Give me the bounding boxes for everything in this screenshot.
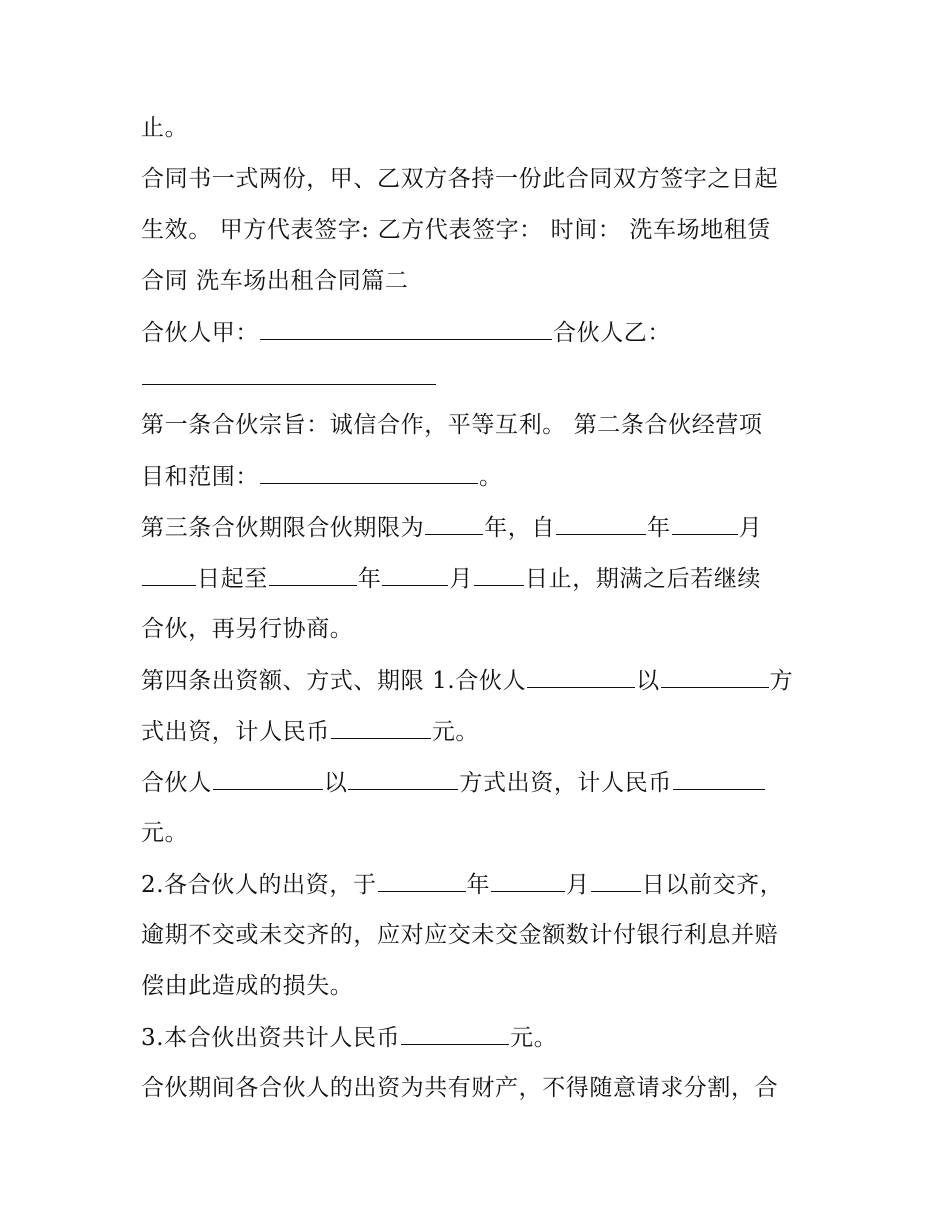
text-line — [141, 1073, 778, 1103]
text-line — [141, 563, 761, 594]
text-segment: 合同 洗车场出租合同篇二 — [141, 268, 409, 294]
fill-in-blank — [527, 665, 635, 688]
text-segment: 方式出资，计人民币 — [459, 770, 672, 796]
text-segment: 目和范围： — [141, 464, 259, 490]
text-line — [141, 614, 353, 644]
fill-in-blank — [591, 869, 641, 892]
text-segment: 元。 — [431, 719, 480, 745]
fill-in-blank — [348, 767, 458, 790]
fill-in-blank — [425, 512, 483, 535]
text-segment: 元。 — [510, 1025, 558, 1051]
text-line — [141, 767, 766, 798]
text-segment: 年，自 — [484, 515, 556, 541]
fill-in-blank — [260, 317, 552, 340]
text-line — [141, 716, 479, 747]
fill-in-blank — [378, 869, 466, 892]
text-segment: 月 — [738, 515, 763, 541]
text-line — [141, 113, 188, 143]
fill-in-blank — [672, 512, 738, 535]
text-line — [141, 317, 671, 348]
text-line — [141, 818, 188, 848]
text-segment: 月 — [449, 566, 474, 592]
fill-in-blank — [556, 512, 646, 535]
fill-in-blank — [142, 563, 196, 586]
text-segment: 年 — [466, 872, 491, 898]
fill-in-blank — [142, 362, 436, 385]
text-line — [141, 362, 437, 393]
fill-in-blank — [474, 563, 524, 586]
text-segment: 第四条出资额、方式、期限 1.合伙人 — [141, 668, 527, 694]
text-segment: 元。 — [141, 820, 189, 846]
text-segment: 。 — [479, 464, 503, 490]
text-segment: 式出资，计人民币 — [141, 719, 330, 745]
text-segment: 合伙人甲： — [141, 320, 259, 346]
fill-in-blank — [331, 716, 431, 739]
text-segment: 月 — [566, 872, 590, 898]
text-segment: 以 — [323, 770, 348, 796]
text-line — [141, 971, 353, 1001]
text-segment: 2.各合伙人的出资，于 — [141, 872, 377, 898]
text-line — [141, 1022, 557, 1053]
text-line — [141, 665, 793, 696]
text-line — [141, 266, 409, 296]
text-line — [141, 164, 778, 194]
fill-in-blank — [673, 767, 765, 790]
fill-in-blank — [491, 869, 565, 892]
text-segment: 逾期不交或未交齐的，应对应交未交金额数计付银行利息并赔 — [141, 922, 779, 948]
fill-in-blank — [661, 665, 769, 688]
text-segment: 合伙期间各合伙人的出资为共有财产，不得随意请求分割，合 — [141, 1075, 779, 1101]
fill-in-blank — [382, 563, 448, 586]
text-segment: 以 — [636, 668, 660, 694]
text-segment: 日以前交齐， — [641, 872, 784, 898]
text-segment: 年 — [647, 515, 671, 541]
text-segment: 偿由此造成的损失。 — [141, 973, 354, 999]
text-segment: 合伙，再另行协商。 — [141, 616, 354, 642]
text-segment: 日起至 — [197, 566, 268, 592]
text-line — [141, 461, 503, 492]
text-segment: 第一条合伙宗旨：诚信合作，平等互利。 第二条合伙经营项 — [141, 412, 763, 438]
fill-in-blank — [260, 461, 478, 484]
fill-in-blank — [213, 767, 323, 790]
fill-in-blank — [269, 563, 357, 586]
text-segment: 方 — [769, 668, 794, 694]
fill-in-blank — [401, 1022, 509, 1045]
text-line — [141, 512, 762, 543]
text-segment: 止。 — [141, 115, 189, 141]
text-segment: 3.本合伙出资共计人民币 — [141, 1025, 401, 1051]
text-line — [141, 215, 771, 245]
text-line — [141, 869, 783, 900]
text-segment: 生效。 甲方代表签字: 乙方代表签字： 时间： 洗车场地租赁 — [141, 217, 771, 243]
text-segment: 第三条合伙期限合伙期限为 — [141, 515, 425, 541]
text-line — [141, 920, 778, 950]
text-segment: 日止，期满之后若继续 — [525, 566, 762, 592]
text-segment: 年 — [357, 566, 382, 592]
text-segment: 合伙人 — [141, 770, 212, 796]
text-line — [141, 410, 763, 440]
text-segment: 合同书一式两份，甲、乙双方各持一份此合同双方签字之日起 — [141, 166, 779, 192]
text-segment: 合伙人乙： — [553, 320, 671, 346]
